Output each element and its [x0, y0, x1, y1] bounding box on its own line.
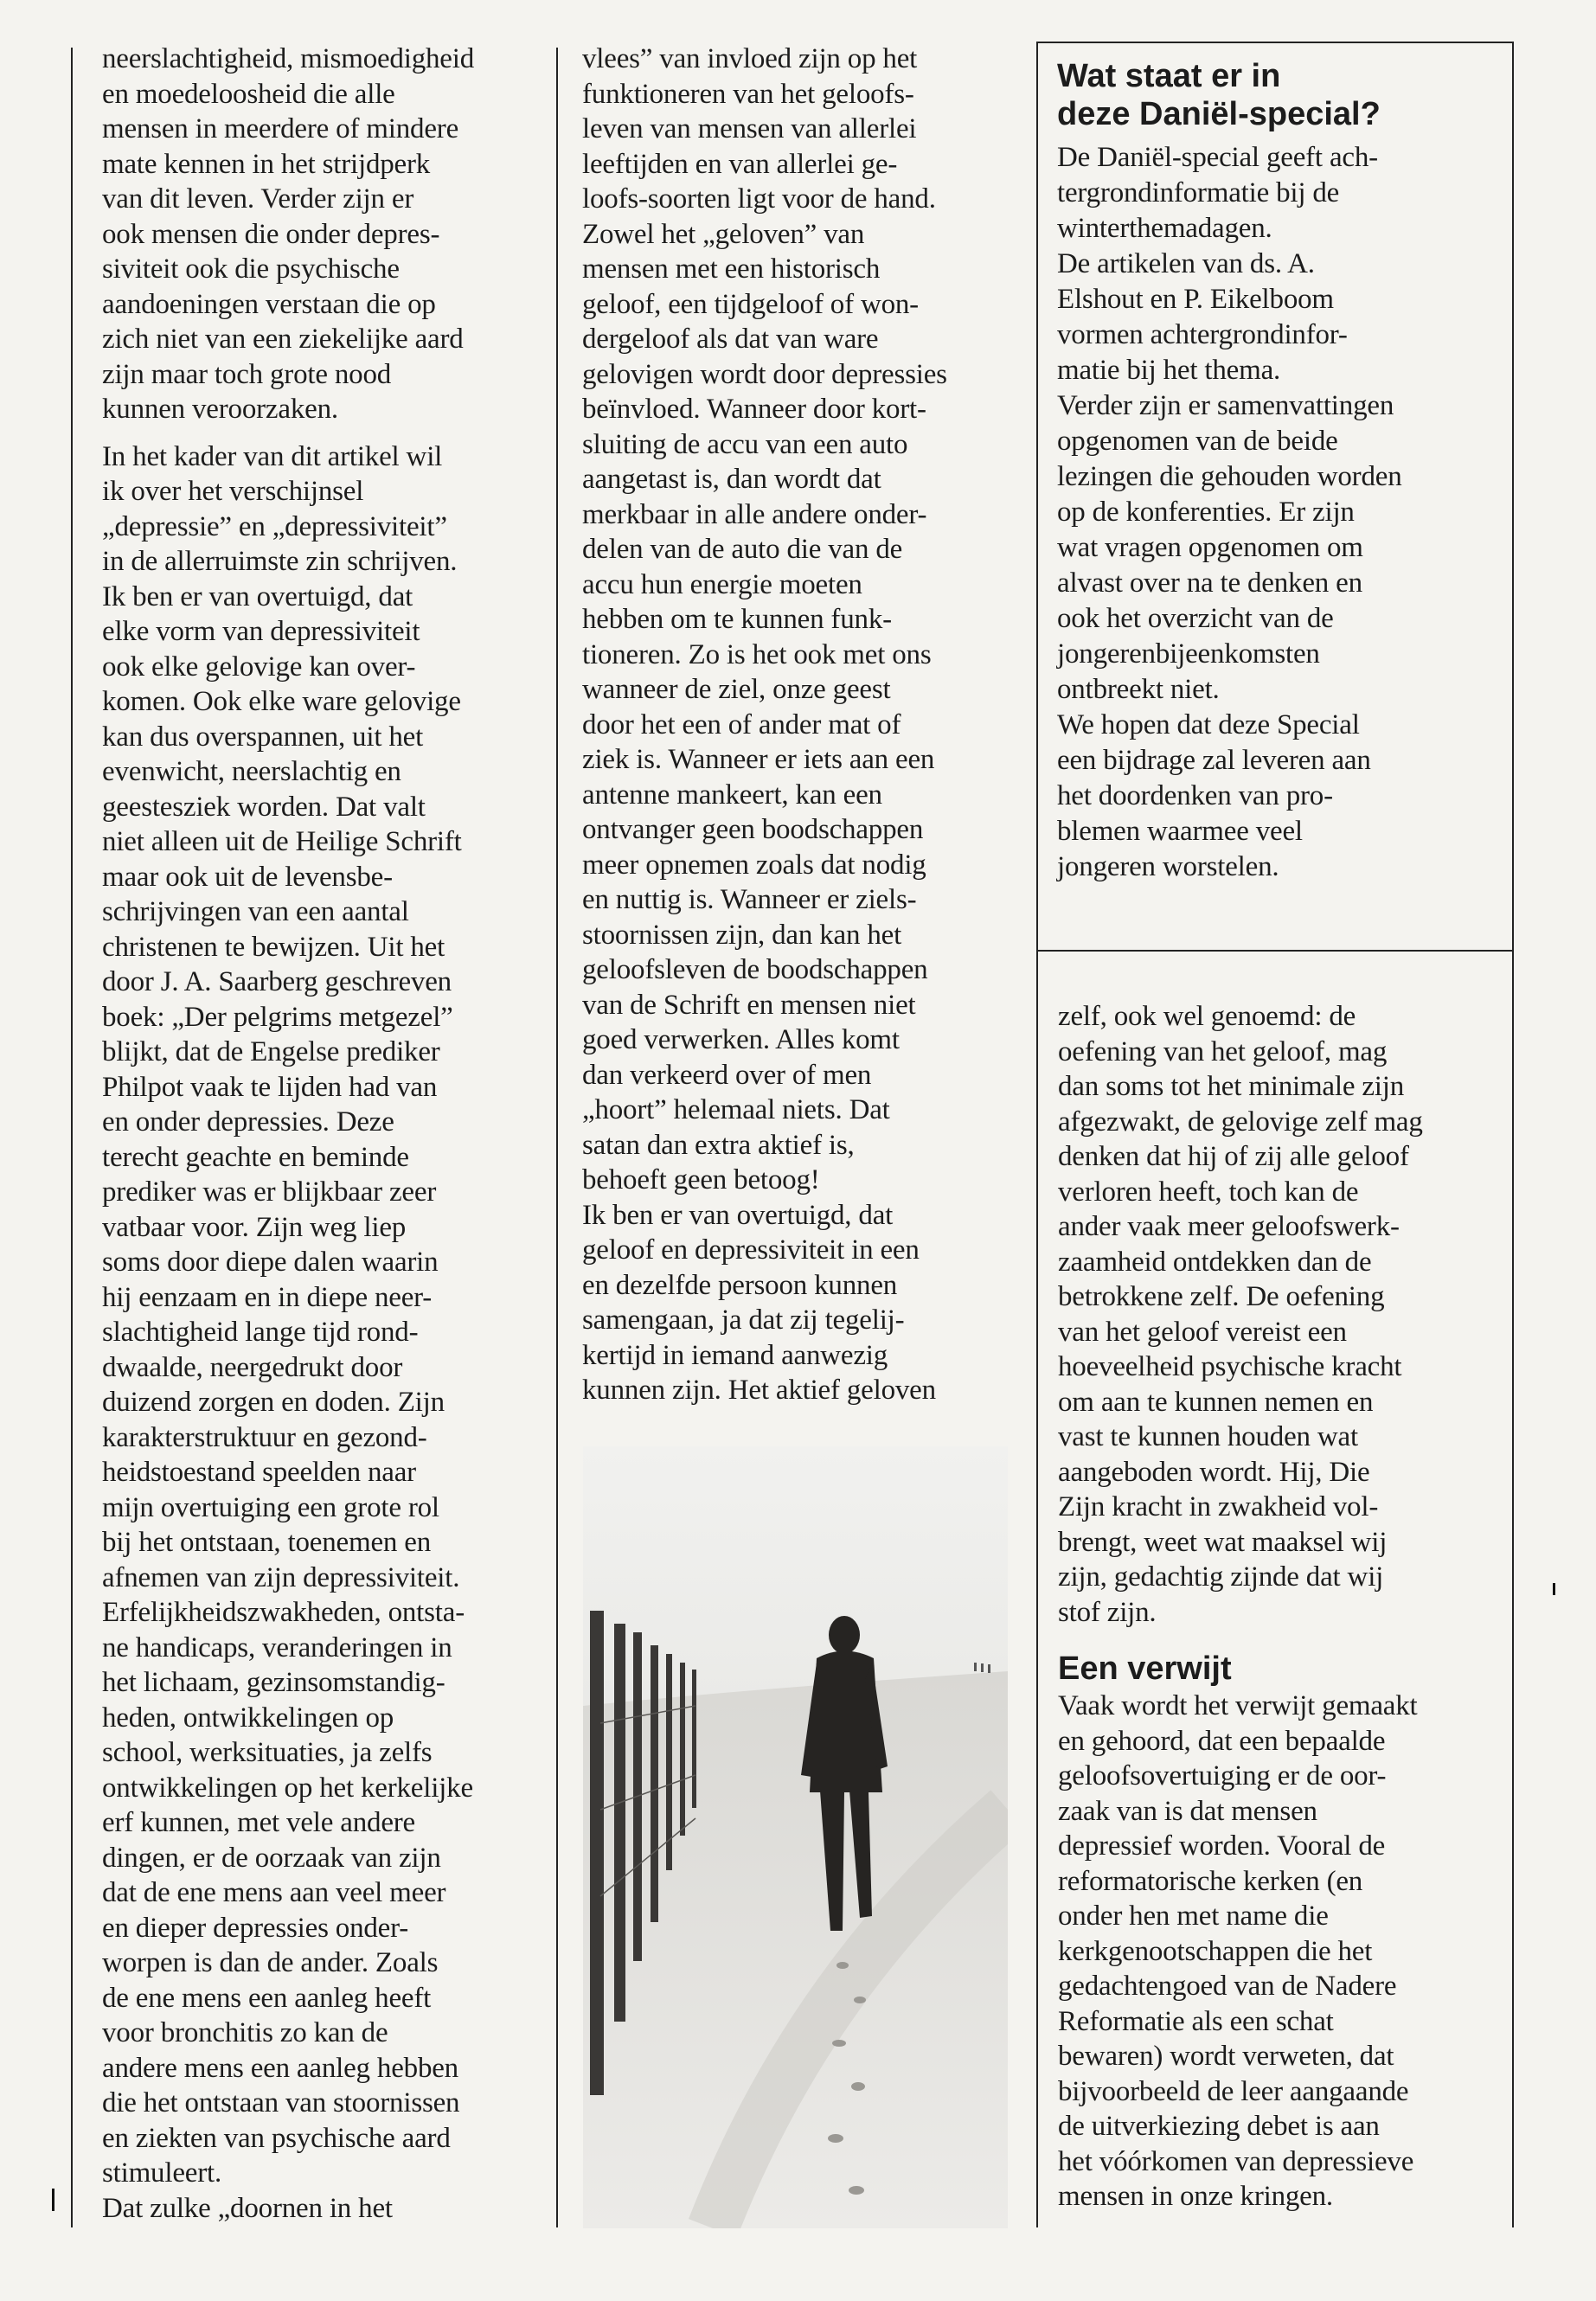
photo-illustration [583, 1446, 1008, 2228]
column3-paragraph-2: Vaak wordt het verwijt gemaakt en gehoord, dat een bepaalde geloofsovertuiging er de oor- zaak van is dat mensen depressief worden. Vooral de reformatorische kerken (en onder hen met name die kerkgenootschappen die het gedachtengoed van de Nadere Reformatie als een schat bewaren) wordt verweten, dat bijvoorbeeld de leer aangaande de uitverkiezing debet is aan het vóórkomen van depressieve mensen in onze kringen. [1058, 1690, 1418, 2212]
column1-paragraph-2: In het kader van dit artikel wil ik over het verschijnsel „depressie” en „depressiviteit” in de allerruimste zin schrijven. Ik ben er van overtuigd, dat elke vorm van depressiviteit ook elke gelovige kan over- komen. Ook elke ware gelovige kan dus overspannen, uit het evenwicht, neerslachtig en geestesziek worden. Dat valt niet alleen uit de Heilige Schrift maar ook uit de levensbe- schrijvingen van een aantal christenen te bewijzen. Uit het door J. A. Saarberg geschreven boek: „Der pelgrims metgezel” blijkt, dat de Engelse prediker Philpot vaak te lijden had van en onder depressies. Deze terecht geachte en beminde prediker was er blijkbaar zeer vatbaar voor. Zijn weg liep soms door diepe dalen waarin hij eenzaam en in diepe neer- slachtigheid lange tijd rond- dwaalde, neergedrukt door duizend zorgen en doden. Zijn karakterstruktuur en gezond- heidstoestand speelden naar mijn overtuiging een grote rol bij het ontstaan, toenemen en afnemen van zijn depressiviteit. Erfelijkheidszwakheden, ontsta- ne handicaps, veranderingen in het lichaam, gezinsomstandig- heden, ontwikkelingen op school, werksituaties, ja zelfs ontwikkelingen op het kerkelijke erf kunnen, met vele andere dingen, er de oorzaak van zijn dat de ene mens aan veel meer en dieper depressies onder- worpen is dan de ander. Zoals de ene mens een aanleg heeft voor bronchitis zo kan de andere mens een aanleg hebben die het ontstaan van stoornissen en ziekten van psychische aard stimuleert. Dat zulke „doornen in het [102, 440, 473, 2224]
special-info-text: De Daniël-special geeft ach- tergrondinformatie bij de winterthemadagen. De artikelen van ds. A. Elshout en P. Eikelboom vormen achtergrondinfor- matie bij het thema. Verder zijn er samenvattingen opgenomen van de beide lezingen die gehouden worden op de konferenties. Er zijn wat vragen opgenomen om alvast over na te denken en ook het overzicht van de jongerenbijeenkomsten ontbreekt niet. We hopen dat deze Special een bijdrage zal leveren aan het doordenken van pro- blemen waarmee veel jongeren worstelen. [1057, 142, 1402, 882]
scan-mark-left [52, 2189, 54, 2211]
article-column-1 [102, 42, 552, 2226]
beach-walker-photo [583, 1446, 1008, 2228]
special-info-title: Wat staat er in deze Daniël-special? [1057, 58, 1381, 132]
special-info-box [1036, 42, 1514, 952]
column-rule-left [71, 48, 73, 2227]
column-rule-far-right [1512, 952, 1514, 2227]
column2-paragraph-1: vlees” van invloed zijn op het funktioneren van het geloofs- leven van mensen van allerlei leeftijden en van allerlei ge- loofs-soorten ligt voor de hand. Zowel het „geloven” van mensen met een historisch geloof, een tijdgeloof of won- dergeloof als dat van ware gelovigen wordt door depressies beïnvloed. Wanneer door kort- sluiting de accu van een auto aangetast is, dan wordt dat merkbaar in alle andere onder- delen van de auto die van de accu hun energie moeten hebben om te kunnen funk- tioneren. Zo is het ook met ons wanneer de ziel, onze geest door het een of ander mat of ziek is. Wanneer er iets aan een antenne mankeert, kan een ontvanger geen boodschappen meer opnemen zoals dat nodig en nuttig is. Wanneer er ziels- stoornissen zijn, dan kan het geloofsleven de boodschappen van de Schrift en mensen niet goed verwerken. Alles komt dan verkeerd over of men „hoort” helemaal niets. Dat satan dan extra aktief is, behoeft geen betoog! [582, 43, 947, 1195]
column1-paragraph-1: neerslachtigheid, mismoedigheid en moedeloosheid die alle mensen in meerdere of mindere mate kennen in het strijdperk van dit leven. Verder zijn er ook mensen die onder depres- siviteit ook die psychische aandoeningen verstaan die op zich niet van een ziekelijke aard zijn maar toch grote nood kunnen veroorzaken. [102, 43, 475, 425]
section-heading: Een verwijt [1058, 1650, 1232, 1687]
column2-paragraph-2: Ik ben er van overtuigd, dat geloof en depressiviteit in een en dezelfde persoon kunnen samengaan, ja dat zij tegelij- kertijd in iemand aanwezig kunnen zijn. Het aktief geloven [582, 1199, 936, 1406]
column-rule-middle [556, 48, 558, 2227]
article-column-3 [1058, 999, 1512, 2214]
article-column-2 [582, 42, 1025, 1408]
scan-mark-right [1553, 1583, 1555, 1595]
column3-paragraph-1: zelf, ook wel genoemd: de oefening van het geloof, mag dan soms tot het minimale zijn afgezwakt, de gelovige zelf mag denken dat hij of zij alle geloof verloren heeft, toch kan de ander vaak meer geloofswerk- zaamheid ontdekken dan de betrokkene zelf. De oefening van het geloof vereist een hoeveelheid psychische kracht om aan te kunnen nemen en vast te kunnen houden wat aangeboden wordt. Hij, Die Zijn kracht in zwakheid vol- brengt, weet wat maaksel wij zijn, gedachtig zijnde dat wij stof zijn. [1058, 1001, 1423, 1628]
